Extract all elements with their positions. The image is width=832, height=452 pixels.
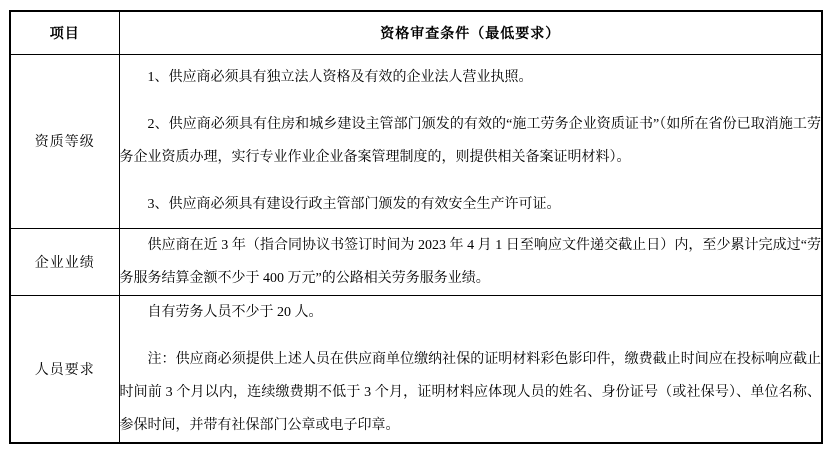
row-label-personnel-requirements: 人员要求 [10, 295, 119, 443]
table-header-row [10, 11, 822, 54]
qualification-item-3: 3、供应商必须具有建设行政主管部门颁发的有效安全生产许可证。 [147, 197, 561, 212]
table-row-personnel-requirements [10, 295, 822, 443]
row-label-qualification-level: 资质等级 [10, 54, 119, 228]
table-row-enterprise-performance [10, 228, 822, 295]
personnel-social-security-note: 注：供应商必须提供上述人员在供应商单位缴纳社保的证明材料彩色影印件，缴费截止时间应在投标响应截止时间前 3 个月以内，连续缴费期不低于 3 个月，证明材料应体现人员的姓名、身份证号（或社保号）、单位名称、参保时间，并带有社保部门公章或电子印章。 [119, 351, 821, 433]
header-cell-item: 项目 [10, 11, 119, 54]
row-content-personnel-requirements [119, 295, 822, 443]
qualification-item-2: 2、供应商必须具有住房和城乡建设主管部门颁发的有效的“施工劳务企业资质证书”（如所在省份已取消施工劳务企业资质办理，实行专业作业企业备案管理制度的，则提供相关备案证明材料）。 [119, 117, 821, 165]
row-content-qualification-level [119, 54, 822, 228]
performance-requirement: 供应商在近 3 年（指合同协议书签订时间为 2023 年 4 月 1 日至响应文件递交截止日）内，至少累计完成过“劳务服务结算金额不少于 400 万元”的公路相关劳务服务业绩。 [119, 237, 821, 286]
qualification-item-1: 1、供应商必须具有独立法人资格及有效的企业法人营业执照。 [147, 70, 533, 85]
table-row-qualification-level [10, 54, 822, 228]
header-cell-conditions: 资格审查条件（最低要求） [119, 11, 822, 54]
row-content-enterprise-performance [119, 228, 822, 295]
row-label-enterprise-performance: 企业业绩 [10, 228, 119, 295]
personnel-headcount-requirement: 自有劳务人员不少于 20 人。 [147, 304, 323, 320]
qualification-review-table [9, 10, 823, 444]
